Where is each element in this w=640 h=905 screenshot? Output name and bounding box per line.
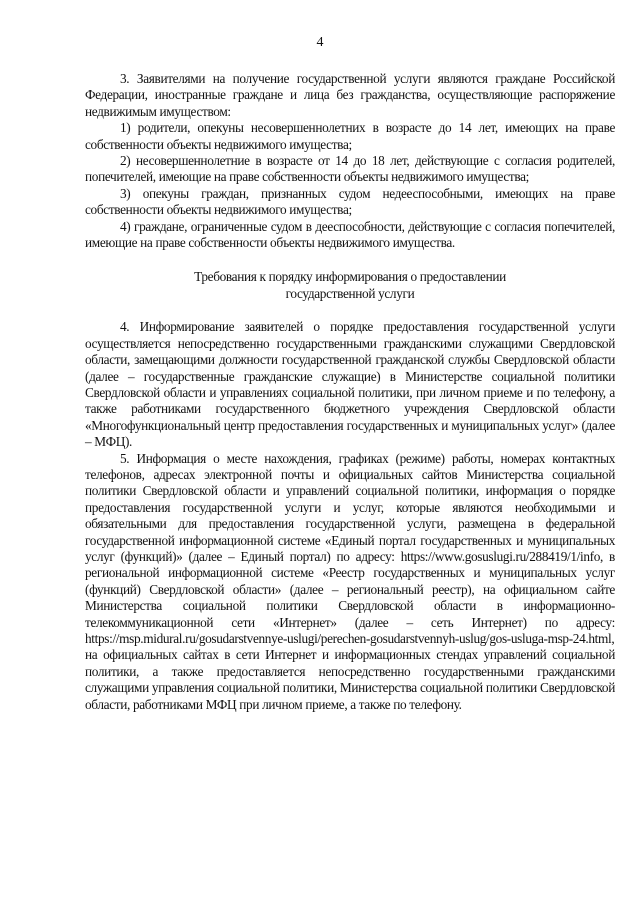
list-item: 2) несовершеннолетние в возрасте от 14 до 18 лет, действующие с согласия родителей, попечителей, имеющие на праве собственности объекты недвижимого имущества; (85, 153, 615, 185)
list-item: 1) родители, опекуны несовершеннолетних в возрасте до 14 лет, имеющих на праве собственности объекты недвижимого имущества; (85, 120, 615, 152)
page-number: 4 (316, 35, 324, 50)
paragraph-5: 5. Информация о месте нахождения, графиках (режиме) работы, номерах контактных телефонов, адресах электронной почты и официальных сайтов Министерства социальной политики Свердловской области и управлений социальной политики, информация о порядке предоставления государственной услуги и услуг, которые являются необходимыми и обязательными для предоставления государственной услуги, размещена в федеральной государственной информационной системе «Единый портал государственных и муниципальных услуг (функций)» (далее – Единый портал) по адресу: https://www.gosuslugi.ru/288419/1/info, в региональной информационной системе «Реестр государственных и муниципальных услуг (функций) Свердловской области» (далее – региональный реестр), на официальном сайте Министерства социальной политики Свердловской области в информационно-телекоммуникационной сети «Интернет» (далее – сеть Интернет) по адресу: https://msp.midural.ru/gosudarstvennye-uslugi/perechen-gosudarstvennyh-uslug/gos-usluga-msp-24.html, на официальных сайтах в сети Интернет и информационных стендах управлений социальной политики, а также предоставляется непосредственно государственными гражданскими служащими управления социальной политики, Министерства социальной политики Свердловской области, работниками МФЦ при личном приеме, а также по телефону. (85, 450, 615, 712)
document-body (85, 71, 615, 713)
section-heading (85, 269, 615, 302)
paragraph-4: 4. Информирование заявителей о порядке предоставления государственной услуги осуществляется непосредственно государственными гражданскими служащими Свердловской области, замещающими должности государственной гражданской службы Свердловской области (далее – государственные гражданские служащие) в Министерстве социальной политики Свердловской области и управлениях социальной политики, при личном приеме и по телефону, а также работниками государственного бюджетного учреждения Свердловской области «Многофункциональный центр предоставления государственных и муниципальных услуг» (далее – МФЦ). (85, 319, 615, 450)
list-item: 3) опекуны граждан, признанных судом недееспособными, имеющих на праве собственности объекты недвижимого имущества; (85, 185, 615, 218)
section-heading-line: Требования к порядку информирования о предоставлении (194, 269, 506, 285)
list-item: 4) граждане, ограниченные судом в дееспособности, действующие с согласия попечителей, имеющие на праве собственности объекты недвижимого имущества. (85, 218, 615, 251)
section-heading-line: государственной услуги (285, 285, 415, 301)
paragraph-3: 3. Заявителями на получение государственной услуги являются граждане Российской Федерации, иностранные граждане и лица без гражданства, осуществляющие распоряжение недвижимым имуществом: (85, 71, 615, 119)
